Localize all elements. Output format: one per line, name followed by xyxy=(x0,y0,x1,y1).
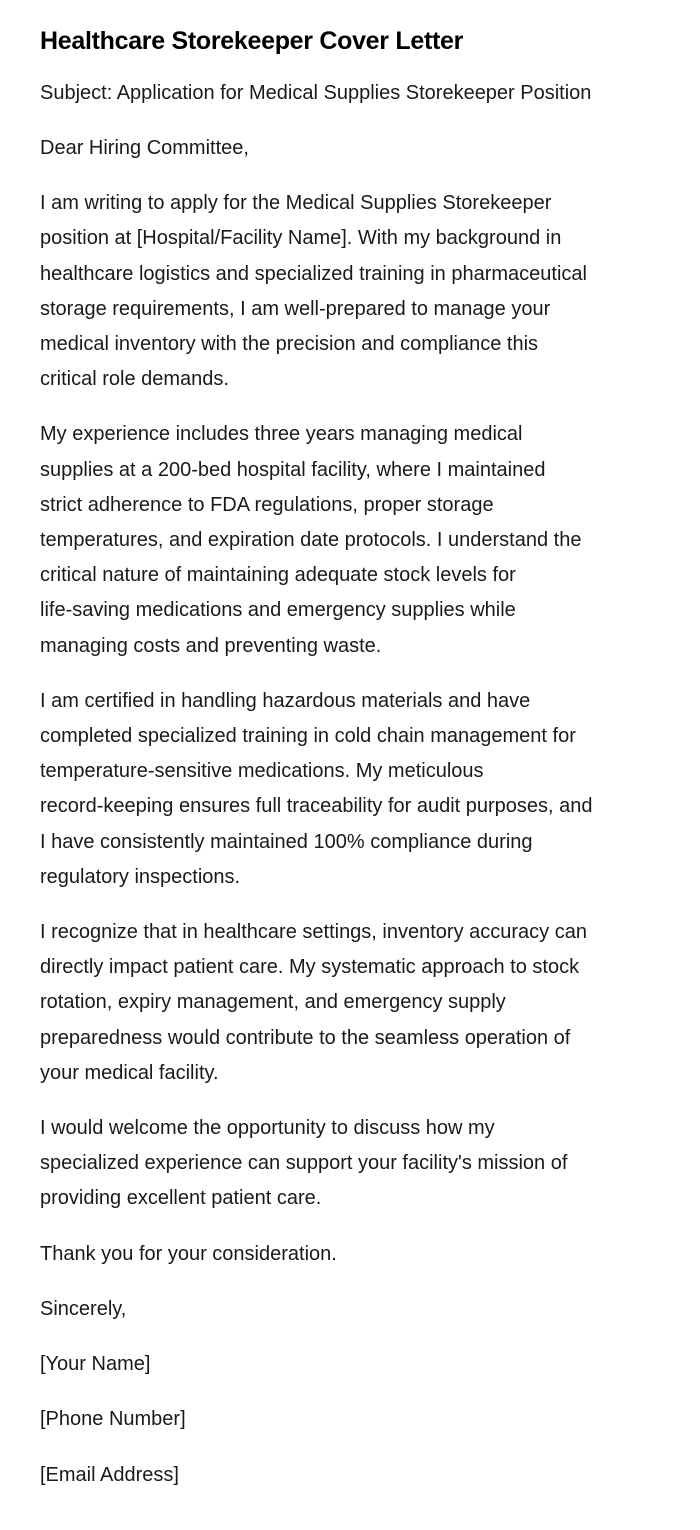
closing-line: Sincerely, xyxy=(40,1297,127,1320)
text-line: temperatures, and expiration date protocols. I understand the xyxy=(40,529,582,552)
text-line: directly impact patient care. My systematic approach to stock xyxy=(40,956,580,979)
text-line: completed specialized training in cold chain management for xyxy=(40,725,576,748)
body-paragraph-4 xyxy=(40,915,660,1091)
text-line: I am certified in handling hazardous materials and have xyxy=(40,689,531,712)
text-line: your medical facility. xyxy=(40,1061,219,1084)
text-line: regulatory inspections. xyxy=(40,865,241,888)
text-line: rotation, expiry management, and emergency supply xyxy=(40,991,506,1014)
body-paragraph-2 xyxy=(40,417,660,663)
body-paragraph-1 xyxy=(40,186,660,397)
text-line: position at [Hospital/Facility Name]. With my background in xyxy=(40,227,562,250)
text-line: I have consistently maintained 100% compliance during xyxy=(40,830,533,853)
thanks-line: Thank you for your consideration. xyxy=(40,1242,337,1265)
text-line: providing excellent patient care. xyxy=(40,1187,322,1210)
signature-phone: [Phone Number] xyxy=(40,1408,186,1431)
text-line: I recognize that in healthcare settings, inventory accuracy can xyxy=(40,921,587,944)
text-line: I would welcome the opportunity to discuss how my xyxy=(40,1117,495,1140)
text-line: I am writing to apply for the Medical Supplies Storekeeper xyxy=(40,192,552,215)
body-paragraph-5 xyxy=(40,1111,660,1217)
text-line: critical nature of maintaining adequate stock levels for xyxy=(40,564,516,587)
text-line: healthcare logistics and specialized training in pharmaceutical xyxy=(40,262,587,285)
body-paragraph-3 xyxy=(40,684,660,895)
page-title: Healthcare Storekeeper Cover Letter xyxy=(40,27,464,55)
signature-email: [Email Address] xyxy=(40,1463,179,1486)
text-line: temperature-sensitive medications. My meticulous xyxy=(40,760,484,783)
text-line: storage requirements, I am well-prepared to manage your xyxy=(40,297,551,320)
text-line: life-saving medications and emergency supplies while xyxy=(40,599,516,622)
text-line: preparedness would contribute to the seamless operation of xyxy=(40,1026,571,1049)
greeting: Dear Hiring Committee, xyxy=(40,137,249,159)
text-line: managing costs and preventing waste. xyxy=(40,634,382,657)
text-line: medical inventory with the precision and compliance this xyxy=(40,333,539,356)
text-line: record-keeping ensures full traceability for audit purposes, and xyxy=(40,795,593,818)
text-line: strict adherence to FDA regulations, proper storage xyxy=(40,493,494,516)
text-line: specialized experience can support your facility's mission of xyxy=(40,1152,568,1175)
text-line: critical role demands. xyxy=(40,368,229,391)
subject-line: Subject: Application for Medical Supplies Storekeeper Position xyxy=(40,82,592,104)
text-line: My experience includes three years managing medical xyxy=(40,423,523,446)
text-line: supplies at a 200-bed hospital facility, where I maintained xyxy=(40,458,546,481)
signature-name: [Your Name] xyxy=(40,1353,151,1376)
